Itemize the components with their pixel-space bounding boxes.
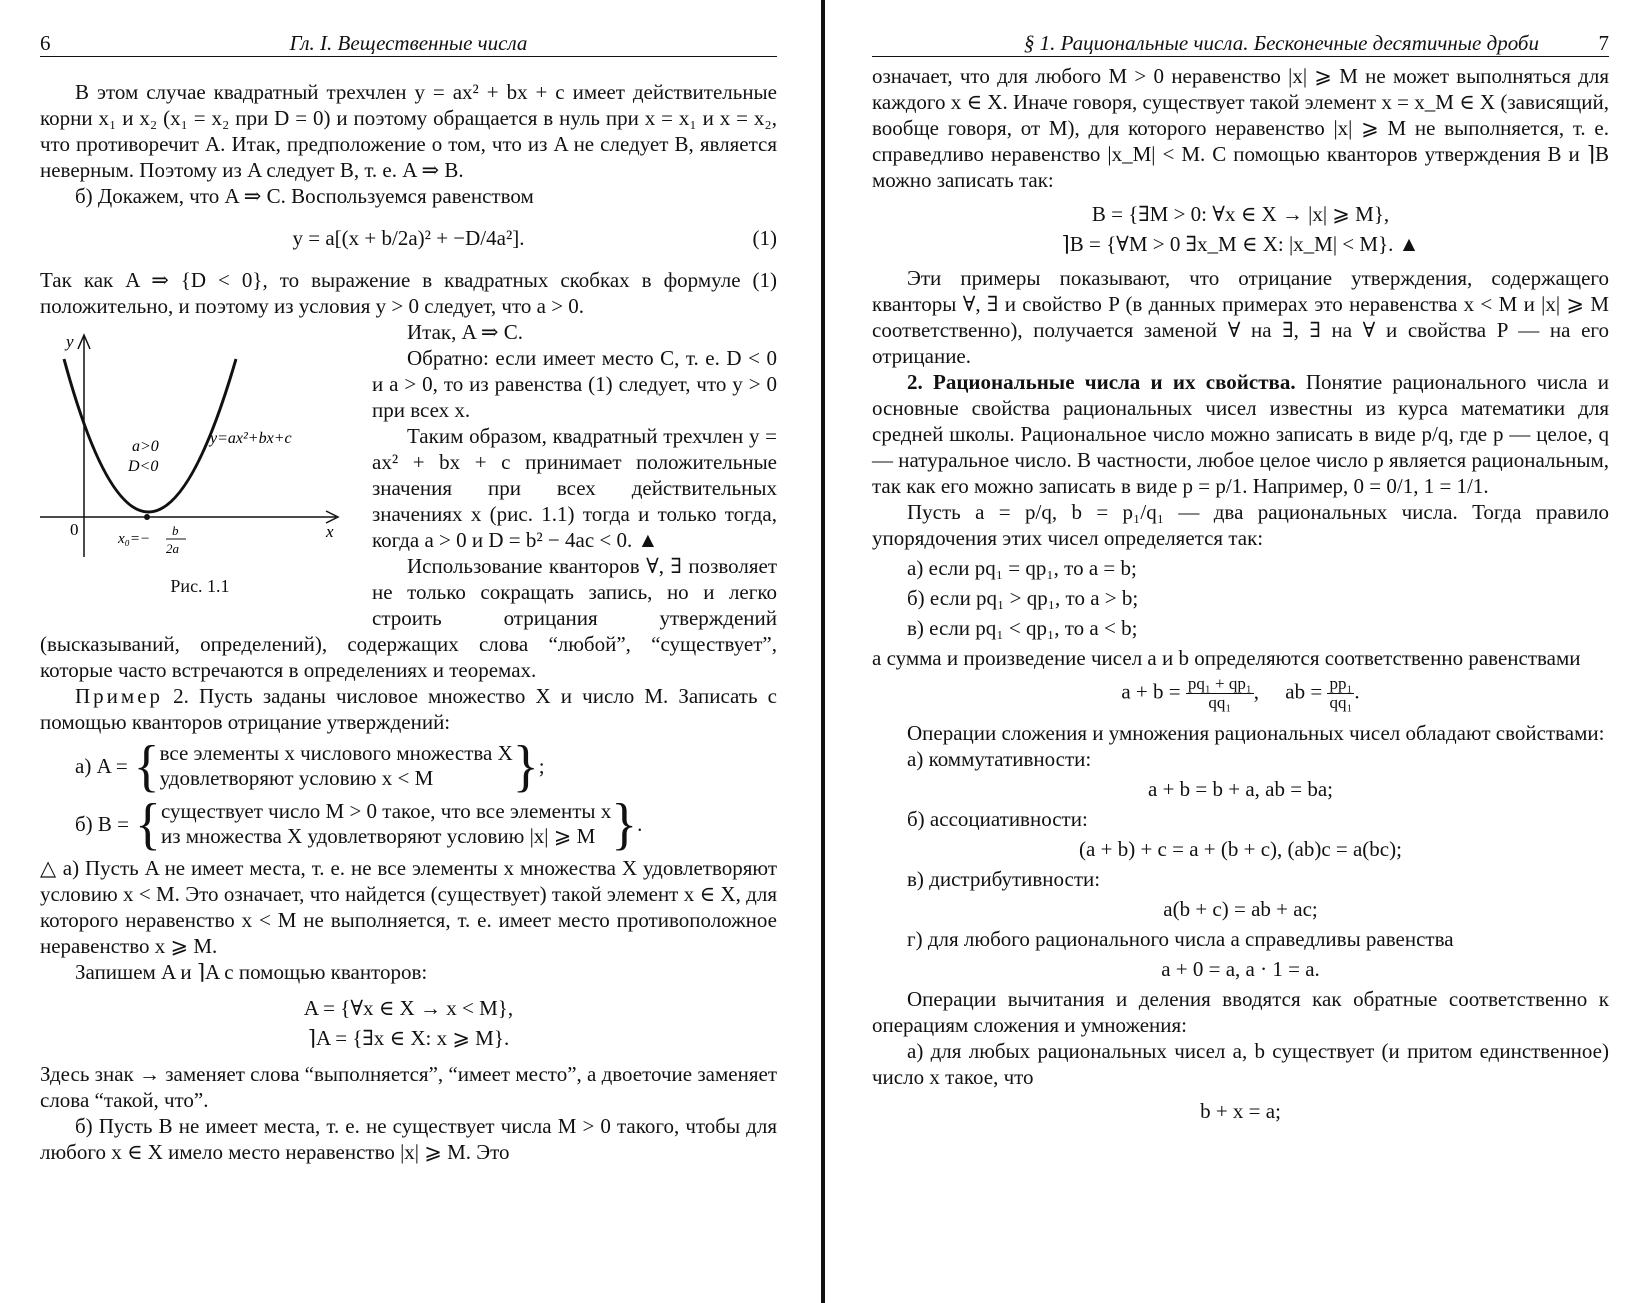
paragraph: Пусть a = p/q, b = p₁/q₁ — два рациональных числа. Тогда правило упорядочения этих чисел определяется так: [872,500,1609,550]
left-page [40,30,777,1165]
x-axis-label: x [326,522,334,541]
paragraph: Здесь знак → заменяет слова “выполняется”, “имеет место”, а двоеточие заменяет слова “такой, что”. [40,1062,777,1112]
sum-product-equation: a + b = $\frac{\text{pq₁ + qp₁}}{\text{qq₁}}$ , ab = $\frac{\text{pp₁}}{\text{qq₁}}$ . [1121,674,1360,712]
equation-number: (1) [752,226,777,250]
property-label: б) ассоциативности: [907,807,1088,831]
left-brace: { [133,734,160,798]
right-brace: } [512,734,539,798]
running-title: § 1. Рациональные числа. Бесконечные десятичные дроби [1023,31,1539,55]
set-a-definition [75,734,777,798]
equation-line: ⌉A = {∃x ∈ X: x ⩾ M}. [307,1026,510,1050]
running-title: Гл. I. Вещественные числа [289,31,528,55]
right-page [872,30,1609,1128]
equation-line: B = {∃M > 0: ∀x ∈ X → |x| ⩾ M}, [1091,202,1390,226]
page-number: 7 [1598,31,1609,55]
origin-label: 0 [70,520,79,539]
x0-label: x₀=− [118,531,151,547]
equation-text: y = a[(x + b/2a)² + −D/4a²]. [292,226,525,250]
set-a-lines [160,741,513,791]
curve-label: y=ax²+bx+c [210,430,292,447]
set-a-line-1: все элементы x числового множества X [159,741,513,765]
parabola-plot [40,325,360,565]
paragraph: Операции сложения и умножения рациональных чисел обладают свойствами: [907,721,1605,745]
equation-1 [40,209,777,267]
sum-denominator: qq₁ [1208,693,1232,712]
condition-d-label: D<0 [128,458,159,475]
set-b-definition [75,792,777,856]
paragraph: б) Пусть B не имеет места, т. е. не существует числа M > 0 такого, чтобы для любого x ∈ X имело место неравенство |x| ⩾ M. Это [40,1114,777,1164]
vertex-point [144,514,150,520]
paragraph: △ а) Пусть A не имеет места, т. е. не все элементы x множества X удовлетворяют условию x < M. Это означает, что найдется (существует) такой элемент x ∈ X, для которого неравенство x < M не выполняется, т. е. имеет место противоположное неравенство x ⩾ M. [40,856,777,958]
left-brace: { [135,792,161,856]
example-text: 2. Пусть заданы числовое множество X и число M. Записать с помощью кванторов отрицание утверждений: [40,684,777,734]
left-page-header [40,30,777,57]
property-label: в) дистрибутивности: [907,867,1101,891]
sum-fraction [1186,675,1254,712]
set-b-line-1: существует число M > 0 такое, что все элементы x [160,799,612,823]
property-equation: a + 0 = a, a · 1 = a. [1161,957,1320,981]
book-spine [821,0,825,1303]
set-a-end: ; [538,754,545,778]
set-a-line-2: удовлетворяют условию x < M [159,766,434,790]
property-equation: a + b = b + a, ab = ba; [1148,777,1333,801]
product-lhs: ab = [1285,679,1323,704]
paragraph: означает, что для любого M > 0 неравенство |x| ⩾ M не может выполняться для каждого x ∈ X. Иначе говоря, существует такой элемент x = x_M ∈ X (зависящий, вообще говоря, от M), для которого неравенство |x| ⩾ M не выполняется, т. е. справедливо неравенство |x_M| < M. С помощью кванторов утверждения B и ⌉B можно записать так: [872,64,1609,192]
section-text: Понятие рационального числа и основные свойства рациональных чисел известны из курса математики для средней школы. Рациональное число можно записать в виде p/q, где p — целое, q — натуральное число. В частности, любое целое число p является рациональным, так как его можно записать в виде p = p/1. Например, 0 = 0/1, 1 = 1/1. [872,370,1609,498]
condition-a-label: a>0 [132,438,159,455]
paragraph: Таким образом, квадратный трехчлен y = ax² + bx + c принимает положительные значения при всех действительных значениях x (рис. 1.1) тогда и только тогда, когда a > 0 и D = b² − 4ac < 0. ▲ [372,424,777,552]
x0-denominator: 2a [166,541,179,556]
paragraph: б) Докажем, что A ⇒ C. Воспользуемся равенством [75,184,534,208]
sum-lhs: a + b = [1121,679,1181,704]
paragraph: Операции вычитания и деления вводятся как обратные соответственно к операциям сложения и умножения: [872,987,1609,1037]
paragraph: Так как A ⇒ {D < 0}, то выражение в квадратных скобках в формуле (1) положительно, и поэтому из условия y > 0 следует, что a > 0. [40,268,777,318]
example-paragraph [40,683,777,735]
sum-numerator: pq₁ + qp₁ [1187,674,1252,693]
right-brace: } [611,792,638,856]
ordering-rule: а) если pq₁ = qp₁, то a = b; [907,556,1137,580]
section-paragraph [872,369,1609,499]
section-title: 2. Рациональные числа и их свойства. [907,370,1296,394]
paragraph: Итак, A ⇒ C. [407,320,523,344]
set-b-lines [161,799,611,849]
ordering-rule: в) если pq₁ < qp₁, то a < b; [907,616,1138,640]
paragraph: Обратно: если имеет место C, т. е. D < 0 и a > 0, то из равенства (1) следует, что y > 0 при всех x. [372,346,777,422]
example-word: Пример [75,684,164,708]
set-b-end: . [637,812,643,836]
paragraph: В этом случае квадратный трехчлен y = ax² + bx + c имеет действительные корни x₁ и x₂ (x₁ = x₂ при D = 0) и поэтому обращается в нуль при x = x₁ и x = x₂, что противоречит A. Итак, предположение о том, что из A не следует B, является неверным. Поэтому из A следует B, т. е. A ⇒ B. [40,80,777,182]
set-a-label: а) A = [75,754,128,778]
equation-line: A = {∀x ∈ X → x < M}, [303,996,514,1020]
paragraph: Использование кванторов ∀, ∃ позволяет не только сокращать запись, но и легко строить отрицания утверждений (высказываний, определений), содержащих слова “любой”, “существует”, которые часто встречаются в определениях и теоремах. [40,554,777,682]
equation-block [872,201,1609,257]
property-equation: a(b + c) = ab + ac; [1163,897,1318,921]
equation-block [40,995,777,1051]
paragraph: а сумма и произведение чисел a и b определяются соответственно равенствами [872,646,1581,670]
paragraph: Эти примеры показывают, что отрицание утверждения, содержащего кванторы ∀, ∃ и свойство P (в данных примерах это неравенства x < M и |x| ⩾ M соответственно), получается заменой ∀ на ∃, ∃ на ∀ и свойства P — на его отрицание. [872,266,1609,368]
product-denominator: qq₁ [1329,693,1353,712]
property-label: г) для любого рационального числа a справедливы равенства [907,927,1454,951]
product-fraction [1327,675,1354,712]
figure-parabola [40,325,360,625]
equation-line: b + x = a; [1200,1099,1281,1123]
property-label: а) коммутативности: [907,747,1092,771]
product-numerator: pp₁ [1329,674,1353,693]
set-b-label: б) B = [75,812,130,836]
equation-line: ⌉B = {∀M > 0 ∃x_M ∈ X: |x_M| < M}. ▲ [1061,232,1420,256]
right-page-header [872,30,1609,57]
paragraph: а) для любых рациональных чисел a, b существует (и притом единственное) число x такое, что [872,1039,1609,1089]
figure-caption: Рис. 1.1 [170,576,230,596]
ordering-rule: б) если pq₁ > qp₁, то a > b; [907,586,1139,610]
paragraph: Запишем A и ⌉A с помощью кванторов: [75,960,428,984]
y-axis-label: y [66,332,74,351]
x0-numerator: b [172,523,179,538]
set-b-line-2: из множества X удовлетворяют условию |x| ⩾ M [160,824,596,848]
property-equation: (a + b) + c = a + (b + c), (ab)c = a(bc); [1079,837,1402,861]
page-number: 6 [40,31,51,55]
